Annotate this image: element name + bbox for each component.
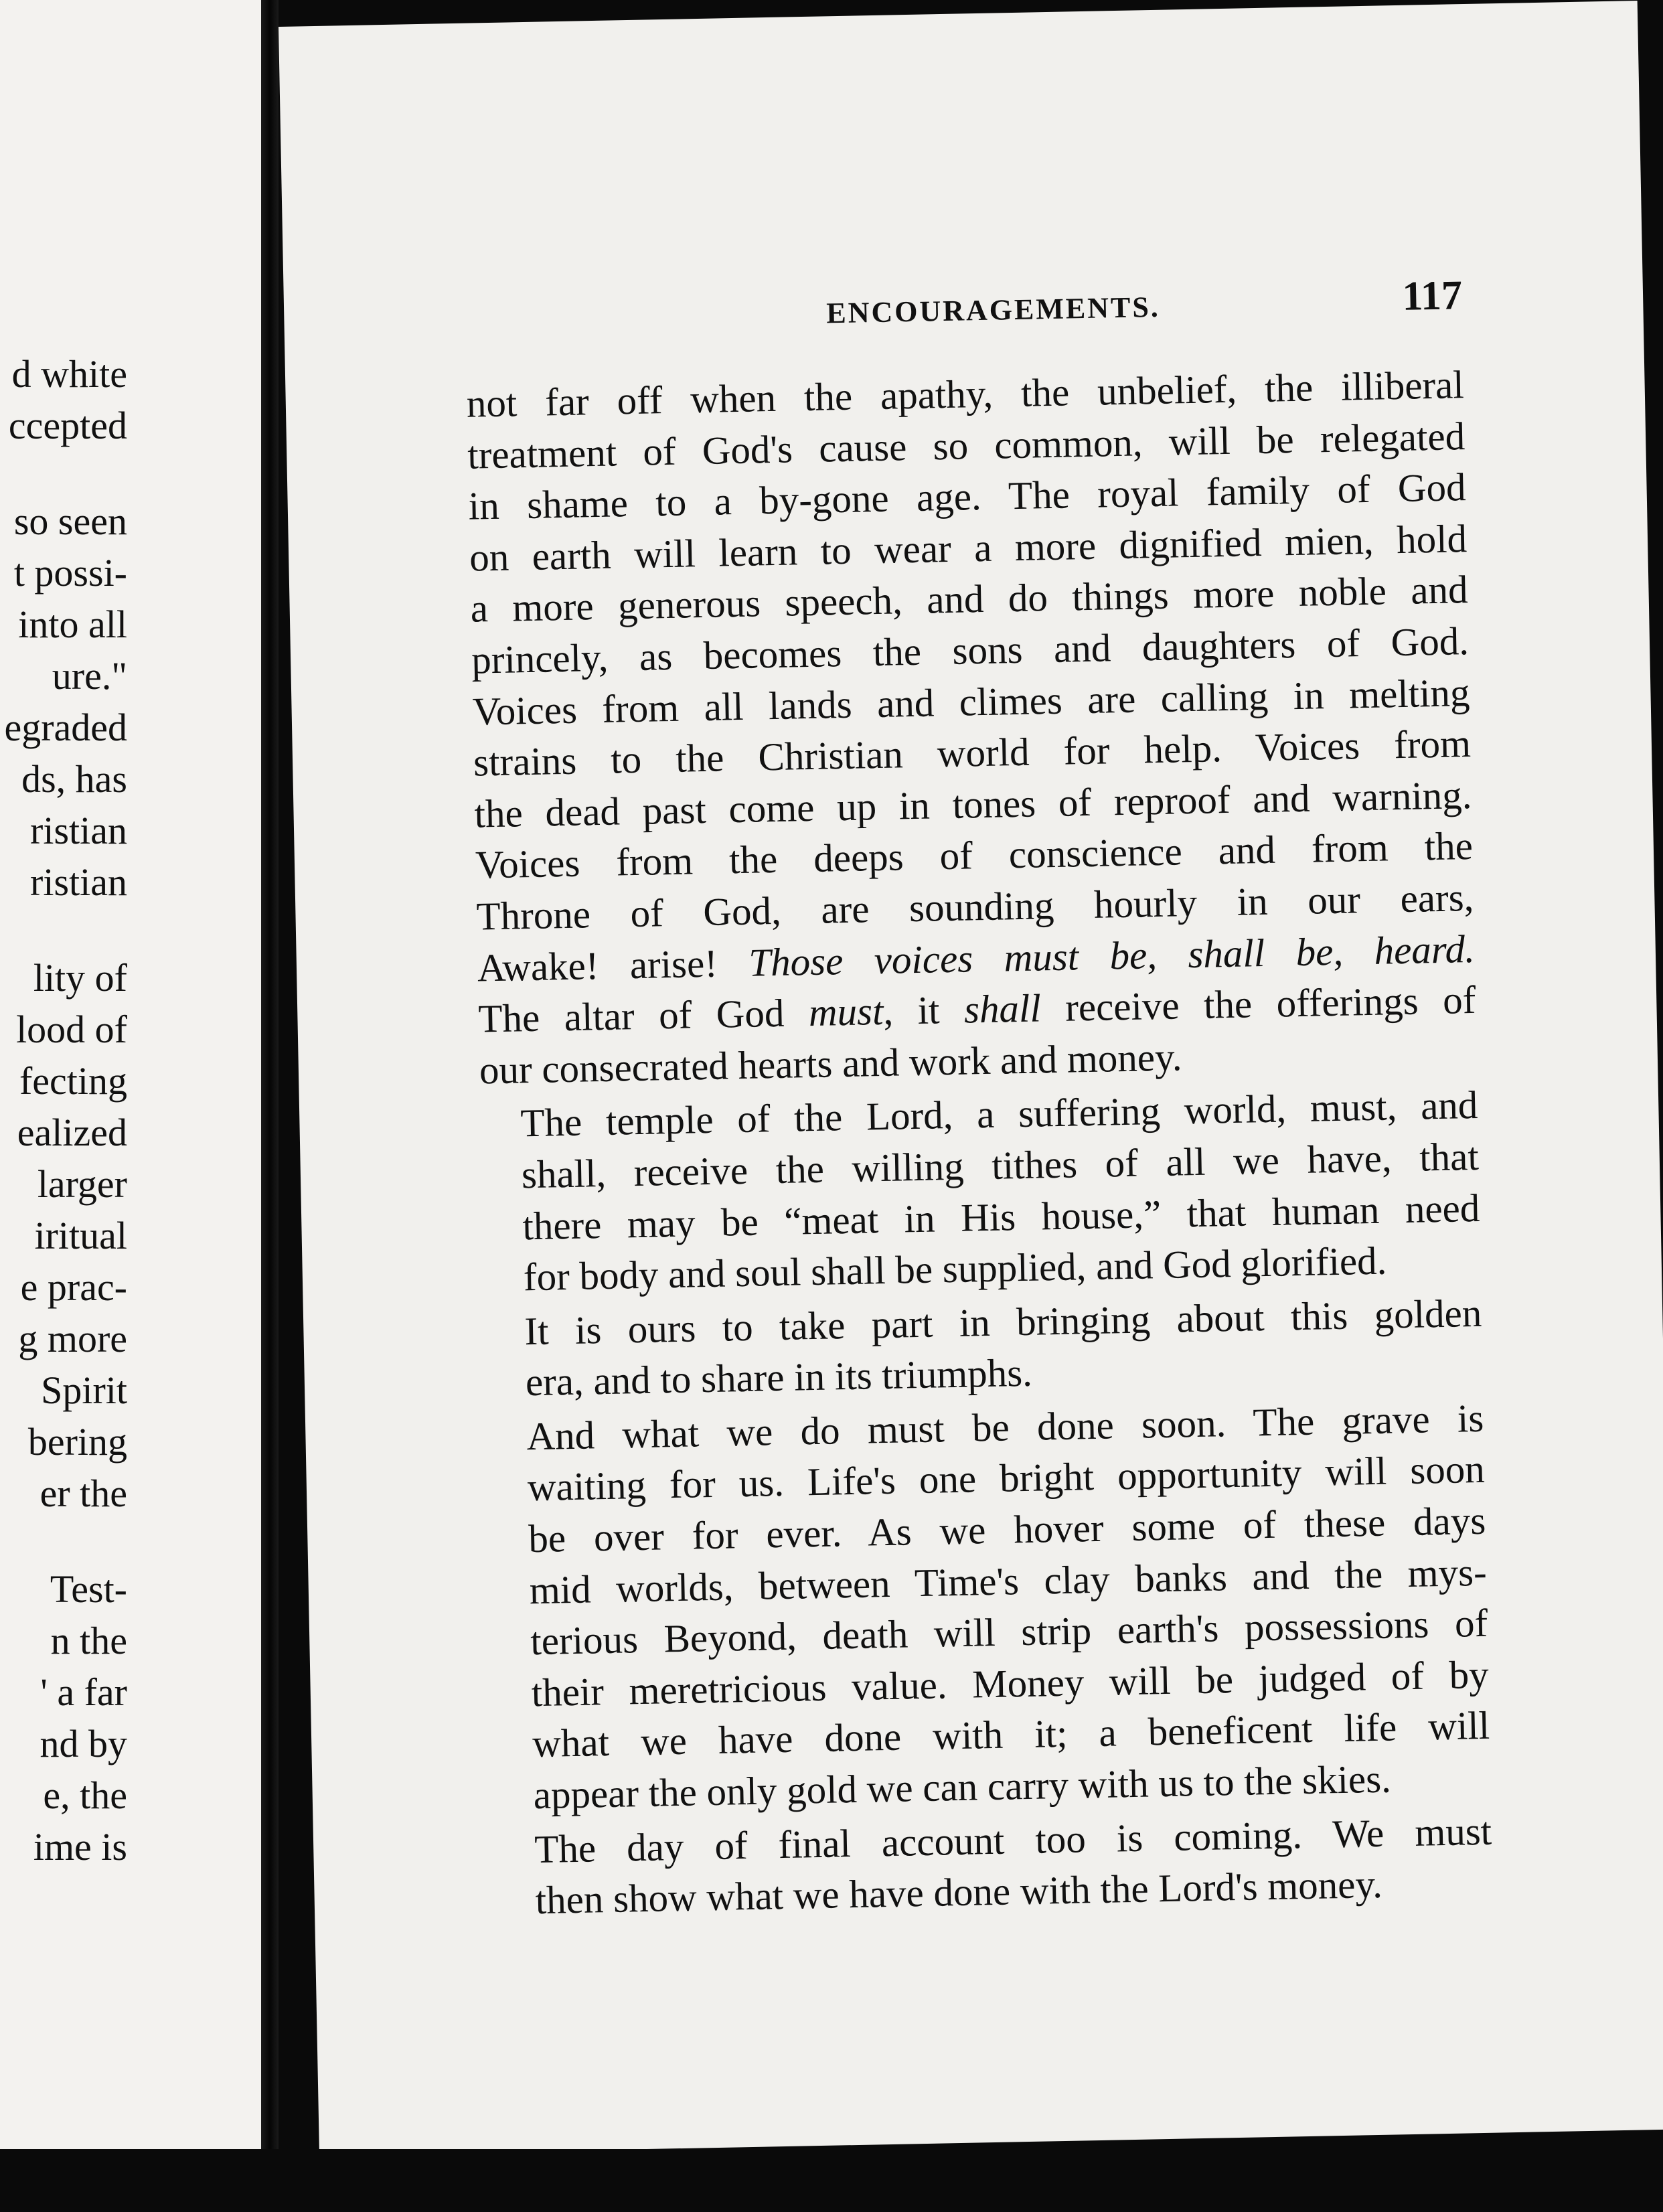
left-line: er the [39,1472,127,1515]
left-line: ristian [30,860,127,904]
text-line: for body and soul shall be supplied, and God glorified. [523,1238,1387,1299]
left-page-text [0,348,127,1873]
left-line: ure." [52,654,127,698]
text-line: Voices from all lands and climes are calling in melting [472,669,1471,734]
left-line: ealized [17,1111,127,1154]
left-line: bering [27,1420,127,1464]
text-line: And what we do must be done soon. The grave is [526,1395,1484,1459]
left-line: ristian [30,809,127,852]
left-line: ds, has [21,757,127,801]
left-line: egraded [4,706,127,749]
text-line: terious Beyond, death will strip earth's possessions of [530,1601,1488,1664]
left-line: larger [37,1162,127,1206]
text-run: Awake! arise! [477,940,749,990]
left-line: ' a far [40,1670,127,1714]
text-line: appear the only gold we can carry with us to the skies. [533,1756,1392,1818]
left-line: Test- [50,1567,127,1611]
text-line: The day of final account too is coming. We must [534,1808,1492,1871]
text-line: strains to the Christian world for help. Voices from [473,721,1472,785]
right-page [279,1,1663,2155]
text-line: there may be “meat in His house,” that human need [522,1185,1480,1248]
text-line: on earth will learn to wear a more dignified mien, hold [469,516,1468,580]
left-line: nd by [39,1722,127,1765]
left-line: so seen [13,499,127,543]
text-line: their meretricious value. Money will be judged of by [531,1652,1490,1715]
left-line: iritual [34,1214,127,1257]
left-line: t possi- [13,551,127,595]
left-line: ccepted [8,404,127,447]
text-line: treatment of God's cause so common, will be relegated [467,413,1466,477]
left-line: lood of [16,1008,127,1051]
left-line: e prac- [20,1265,127,1309]
left-line: e, the [43,1773,127,1817]
page-content [465,272,1494,1927]
running-title: ENCOURAGEMENTS. [825,290,1161,330]
text-line: waiting for us. Life's one bright opportunity will soon [527,1447,1486,1510]
left-line: ime is [33,1825,127,1869]
italic-text: must [808,989,884,1035]
text-run: , it [882,987,965,1034]
italic-text: Those voices must be, shall be, heard. [748,926,1476,985]
text-line: mid worlds, between Time's clay banks and the mys- [529,1549,1488,1612]
text-line: Throne of God, are sounding hourly in our ears, [475,874,1474,939]
text-line: be over for ever. As we hover some of these days [528,1498,1486,1561]
left-line: fecting [19,1059,127,1103]
paragraph [494,1805,1494,1927]
text-line: It is ours to take part in bringing about this golden [524,1290,1482,1353]
text-run: receive the offerings of [1040,977,1476,1030]
page-number: 117 [1401,272,1463,319]
text-line: not far off when the apathy, the unbelief, the illiberal [466,362,1465,426]
left-line: Spirit [41,1368,127,1412]
text-line: what we have done with it; a beneficent life will [532,1703,1490,1766]
text-line: shall, receive the willing tithes of all we have, that [521,1133,1480,1197]
left-page [0,0,274,2212]
left-line: n the [50,1619,127,1662]
text-line: The temple of the Lord, a suffering world, must, and [520,1083,1478,1146]
running-head [465,272,1463,351]
text-line: in shame to a by-gone age. The royal family of God [468,465,1467,528]
paragraph [486,1393,1491,1822]
paragraph [480,1079,1482,1304]
text-line: then show what we have done with the Lord's money. [535,1862,1383,1923]
text-line: a more generous speech, and do things more noble and [470,567,1469,631]
book-spine [261,0,279,2212]
text-line: era, and to share in its triumphs. [525,1350,1033,1405]
text-line: princely, as becomes the sons and daughters of God. [471,619,1470,682]
paragraph [466,359,1477,1096]
paragraph [484,1287,1484,1409]
text-line: our consecrated hearts and work and money. [479,1034,1183,1093]
left-line: into all [18,603,127,646]
left-line: g more [18,1317,127,1360]
italic-text: shall [963,985,1042,1032]
left-line: d white [11,352,127,396]
left-line: lity of [33,956,127,1000]
text-line: the dead past come up in tones of reproof and warning. [473,772,1472,836]
text-run: The altar of God [477,990,809,1041]
scan-border [0,2149,1663,2212]
text-line: Voices from the deeps of conscience and from the [475,823,1474,887]
